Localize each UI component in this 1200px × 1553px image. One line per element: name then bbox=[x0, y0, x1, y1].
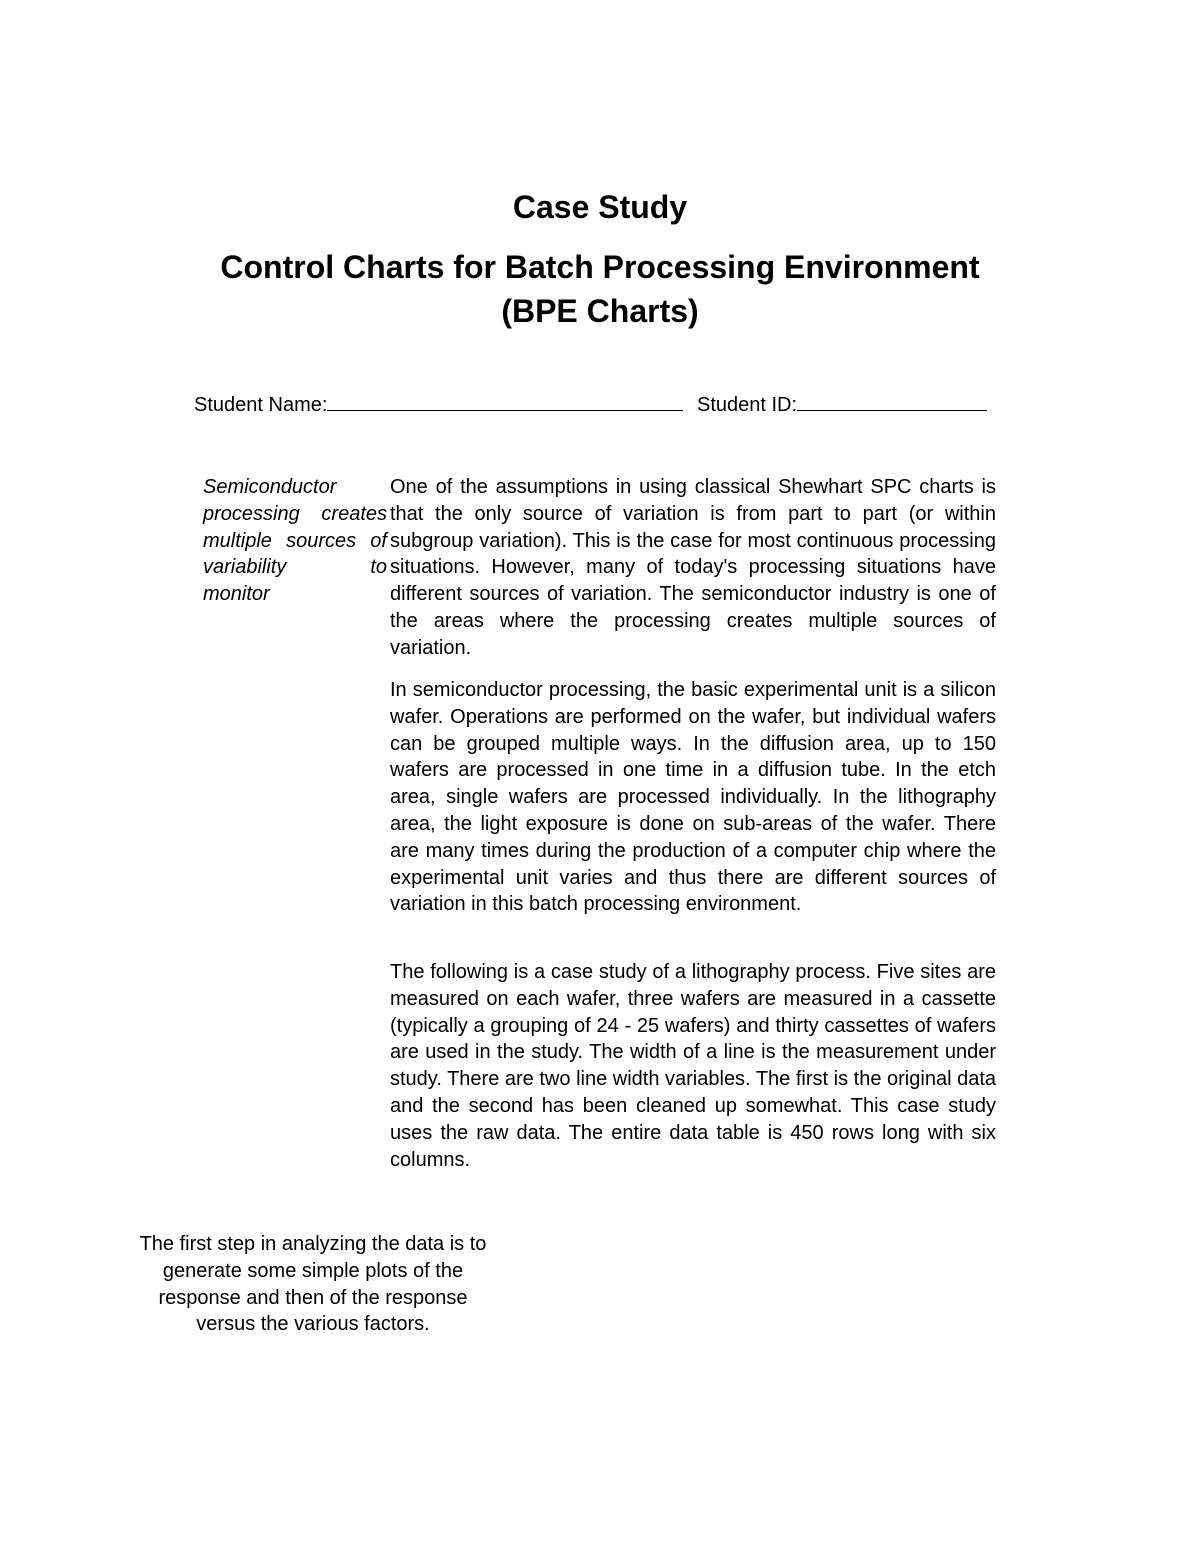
margin-note-line bbox=[203, 474, 387, 501]
margin-note-word: of bbox=[370, 529, 387, 552]
body-paragraph-2: In semiconductor processing, the basic experimental unit is a silicon wafer. Operations are performed on the wafer, but individual wafers can be grouped multiple ways. In the diffusion area, up to 150 wafers are processed in one time in a diffusion tube. In the etch area, single wafers are processed individually. In the lithography area, the light exposure is done on sub-areas of the wafer. There are many times during the production of a computer chip where the experimental unit varies and thus there are different sources of variation in this batch processing environment. bbox=[390, 679, 996, 916]
student-id-field[interactable] bbox=[797, 390, 987, 411]
margin-note-word: monitor bbox=[203, 583, 270, 606]
student-name-field[interactable] bbox=[327, 390, 683, 411]
margin-note-line bbox=[203, 528, 387, 555]
side-note: The first step in analyzing the data is to generate some simple plots of the response and then of the response versus the various factors. bbox=[139, 1233, 487, 1336]
margin-note-word: creates bbox=[321, 502, 387, 525]
margin-note-line bbox=[203, 501, 387, 528]
heading: Case Study bbox=[512, 189, 688, 225]
document-title: Control Charts for Batch Processing Environment bbox=[220, 249, 980, 285]
document-subtitle: (BPE Charts) bbox=[501, 293, 699, 329]
margin-note-word: Semiconductor bbox=[203, 476, 337, 498]
margin-note-word: sources bbox=[286, 529, 357, 552]
margin-note-line bbox=[203, 581, 387, 608]
margin-note-line bbox=[203, 554, 387, 581]
margin-note-word: variability bbox=[203, 556, 287, 579]
student-id-label: Student ID: bbox=[696, 394, 798, 416]
margin-note-word: processing bbox=[203, 502, 300, 525]
margin-note-word: to bbox=[370, 556, 387, 579]
margin-note bbox=[203, 474, 387, 608]
body-paragraph-1: One of the assumptions in using classical Shewhart SPC charts is that the only source of variation is from part to part (or within subgroup variation). This is the case for most continuous processing situations. However, many of today's processing situations have different sources of variation. The semiconductor industry is one of the areas where the processing creates multiple sources of variation. bbox=[390, 476, 996, 659]
margin-note-word: multiple bbox=[203, 529, 272, 552]
student-info-line bbox=[194, 390, 987, 418]
student-name-label: Student Name: bbox=[194, 394, 328, 416]
body-paragraph-3: The following is a case study of a lithography process. Five sites are measured on each wafer, three wafers are measured in a cassette (typically a grouping of 24 - 25 wafers) and thirty cassettes of wafers are used in the study. The width of a line is the measurement under study. There are two line width variables. The first is the original data and the second has been cleaned up somewhat. This case study uses the raw data. The entire data table is 450 rows long with six columns. bbox=[390, 961, 996, 1171]
